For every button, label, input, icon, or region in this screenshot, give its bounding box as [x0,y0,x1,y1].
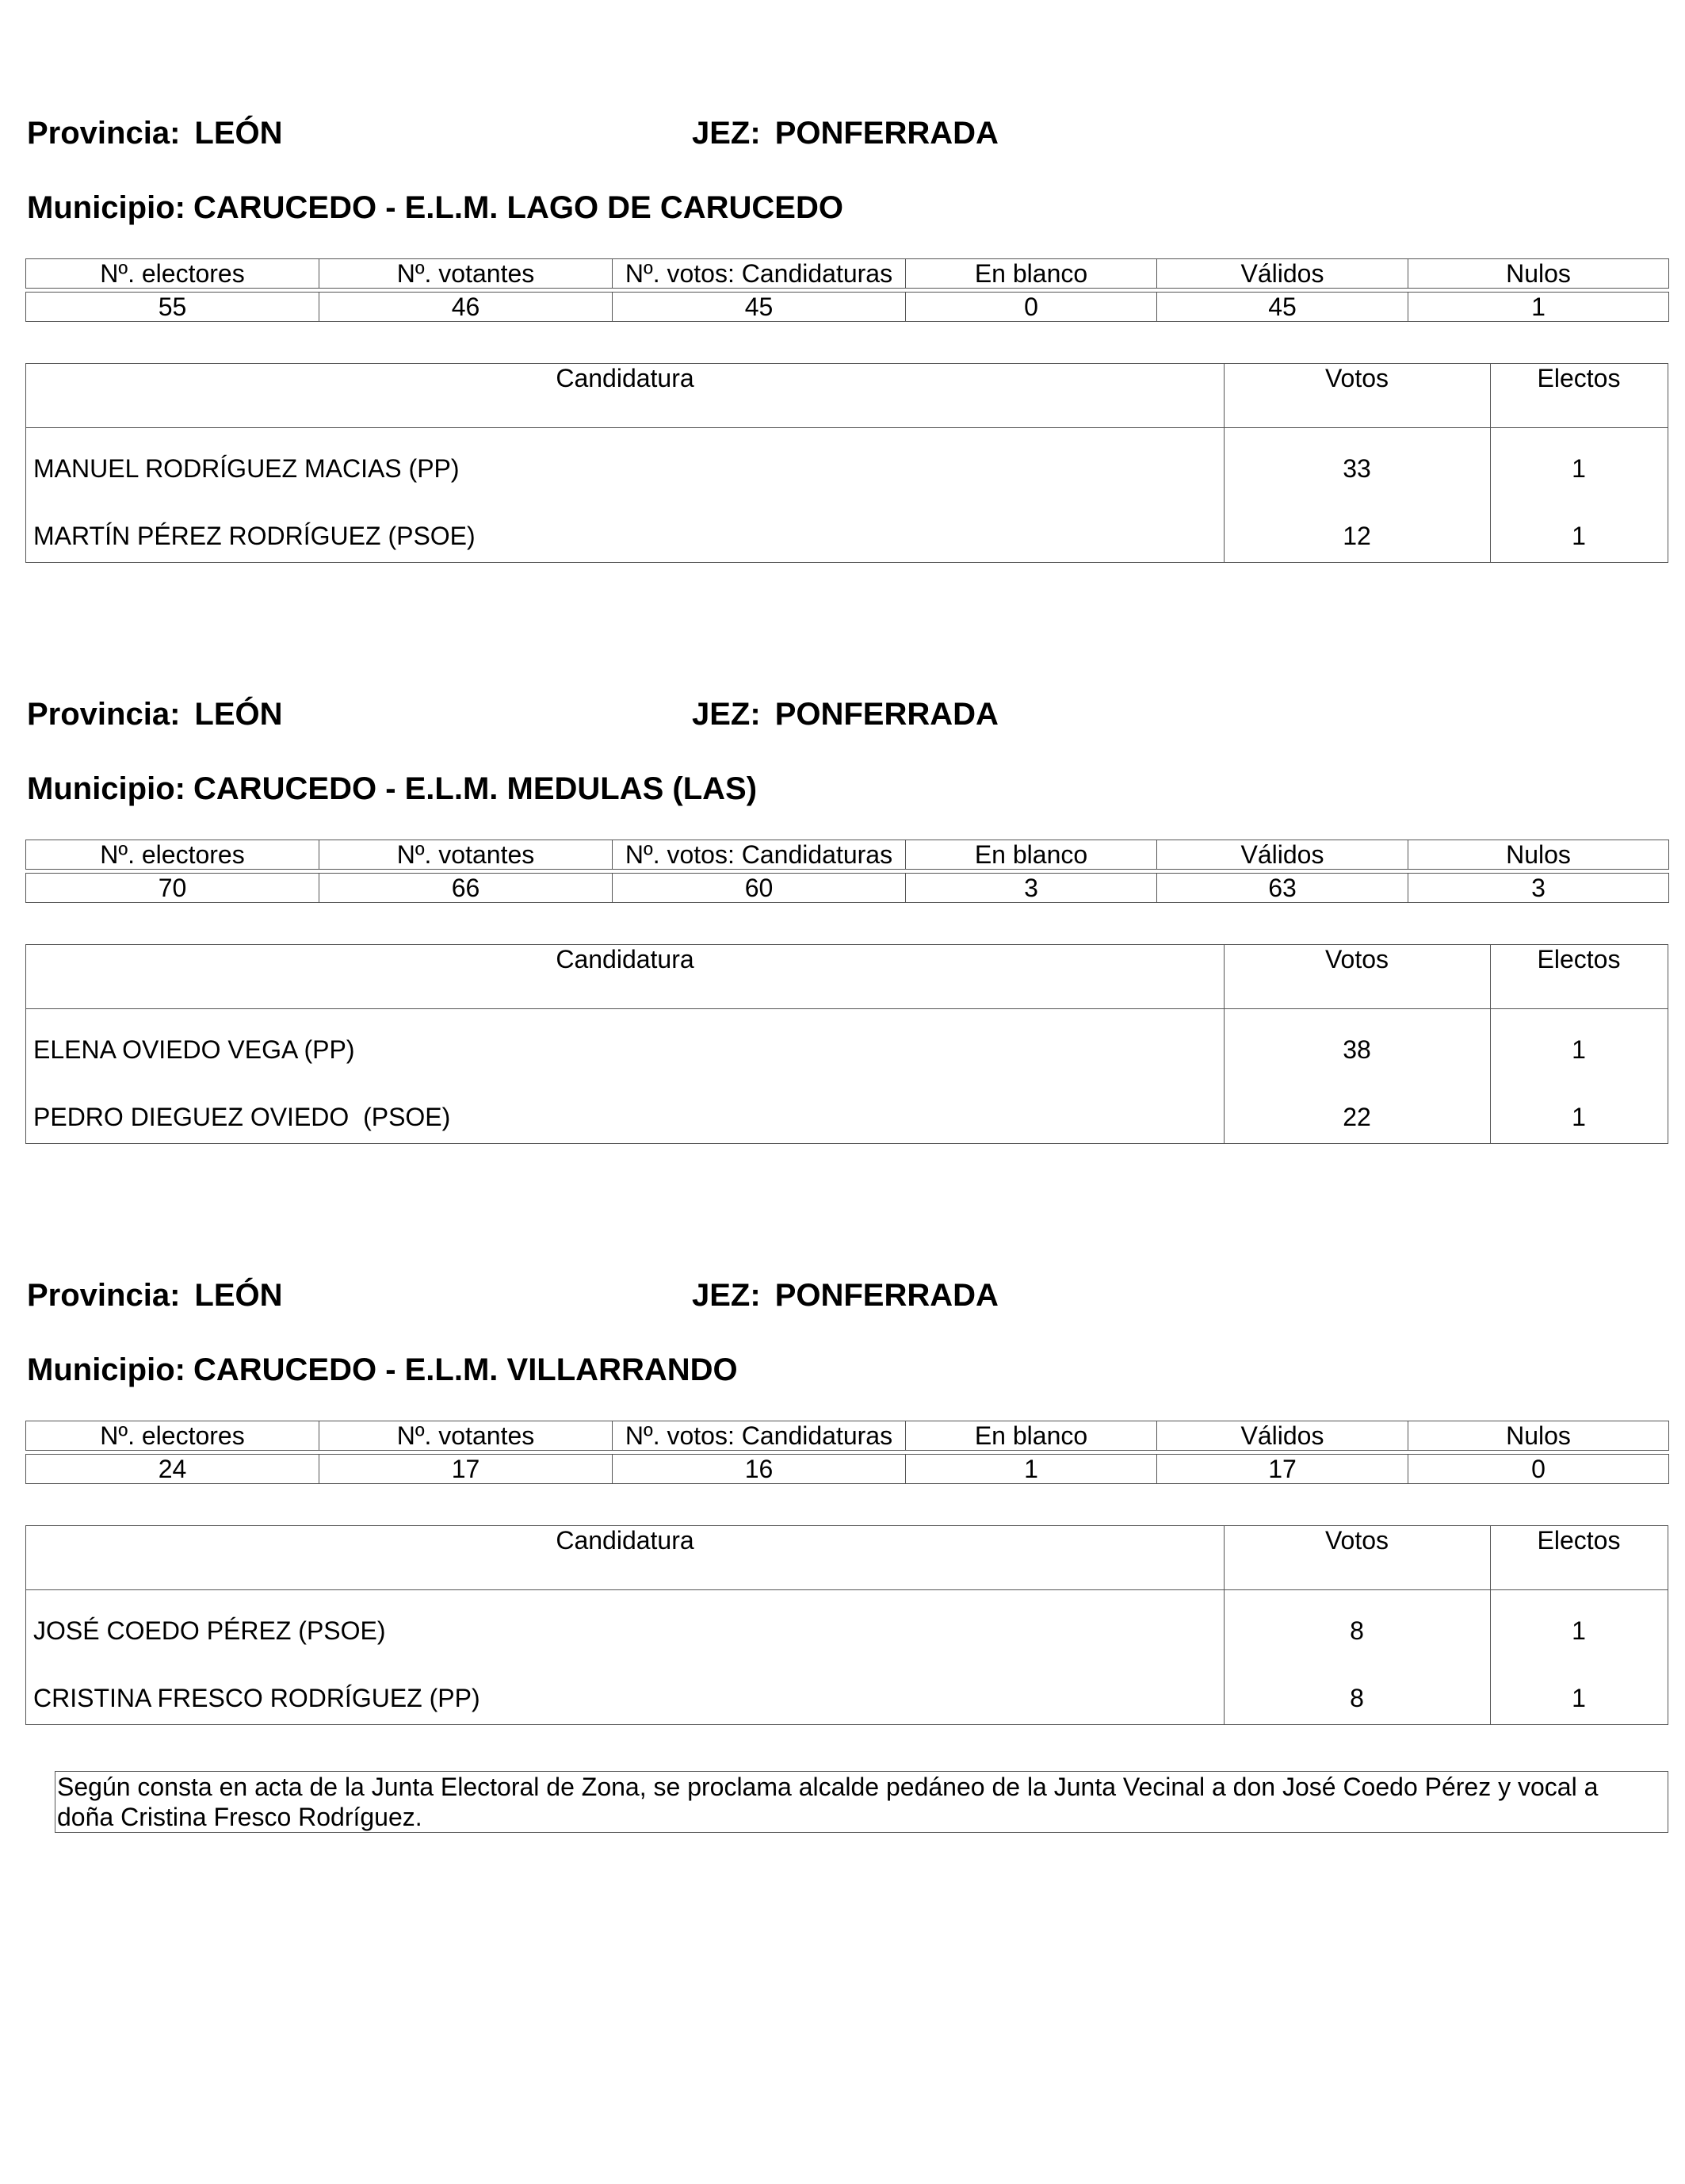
municipio-value: CARUCEDO - E.L.M. VILLARRANDO [193,1352,738,1387]
summary-header-row [26,1421,1669,1451]
summary-value-cell: 63 [1157,874,1408,903]
summary-header-cell: Nulos [1408,840,1669,870]
provincia-value: LEÓN [194,1278,283,1313]
candidate-name: MARTÍN PÉREZ RODRÍGUEZ (PSOE) [33,522,476,550]
candidatura-header: Candidatura [556,364,694,392]
votos-header: Votos [1324,945,1389,973]
candidate-row [26,1611,1668,1650]
municipio-label: Municipio: [27,190,185,225]
candidate-votos: 33 [1343,454,1371,483]
electos-header: Electos [1537,1526,1621,1555]
votos-header: Votos [1324,1526,1389,1555]
candidate-votos: 38 [1343,1035,1371,1064]
municipio-line [27,771,757,807]
candidate-row [26,1030,1668,1069]
results-section [0,1162,1685,1749]
candidate-name: MANUEL RODRÍGUEZ MACIAS (PP) [33,454,460,483]
provincia-line [27,1278,283,1314]
jez-value: PONFERRADA [774,697,999,732]
summary-header-row [26,840,1669,870]
summary-value-cell: 0 [906,293,1157,322]
jez-line [692,1278,999,1314]
candidate-name: JOSÉ COEDO PÉREZ (PSOE) [33,1616,386,1645]
candidates-table [25,944,1668,1144]
results-section [0,0,1685,587]
summary-value-row [26,874,1669,903]
candidate-electos: 1 [1572,454,1586,483]
jez-line [692,697,999,732]
jez-value: PONFERRADA [774,116,999,151]
provincia-label: Provincia: [27,116,181,151]
results-section [0,581,1685,1168]
summary-value-cell: 24 [26,1455,319,1484]
summary-value-cell: 46 [319,293,613,322]
proclamation-note: Según consta en acta de la Junta Electoral de Zona, se proclama alcalde pedáneo de la Junta Vecinal a don José Coedo Pérez y vocal a doña Cristina Fresco Rodríguez. [55,1771,1668,1833]
summary-header-cell: Nº. votantes [319,840,613,870]
municipio-value: CARUCEDO - E.L.M. LAGO DE CARUCEDO [193,190,843,225]
summary-header-cell: En blanco [906,1421,1157,1451]
jez-value: PONFERRADA [774,1278,999,1313]
summary-header-cell: Nulos [1408,1421,1669,1451]
summary-header-cell: Nulos [1408,259,1669,289]
candidatura-header: Candidatura [556,1526,694,1555]
summary-header-cell: Nº. votos: Candidaturas [613,1421,906,1451]
summary-header-cell: Nº. votantes [319,1421,613,1451]
provincia-line [27,116,283,151]
candidate-name: ELENA OVIEDO VEGA (PP) [33,1035,355,1064]
summary-value-cell: 0 [1408,1455,1669,1484]
summary-value-cell: 66 [319,874,613,903]
jez-label: JEZ: [692,1278,761,1313]
summary-value-row [26,1455,1669,1484]
municipio-value: CARUCEDO - E.L.M. MEDULAS (LAS) [193,771,758,806]
summary-value-cell: 45 [613,293,906,322]
candidate-row [26,1678,1668,1718]
candidate-electos: 1 [1572,1035,1586,1064]
summary-value-cell: 3 [906,874,1157,903]
candidate-votos: 22 [1343,1103,1371,1131]
summary-value-cell: 55 [26,293,319,322]
municipio-label: Municipio: [27,1352,185,1387]
summary-header-cell: Nº. electores [26,259,319,289]
candidate-votos: 8 [1350,1616,1364,1645]
summary-header-cell: Nº. electores [26,840,319,870]
summary-header-cell: Válidos [1157,259,1408,289]
municipio-line [27,190,843,226]
summary-value-cell: 3 [1408,874,1669,903]
votos-header: Votos [1324,364,1389,392]
candidate-electos: 1 [1572,522,1586,550]
candidate-votos: 8 [1350,1684,1364,1712]
candidate-row [26,1097,1668,1137]
electos-header: Electos [1537,945,1621,973]
summary-header-cell: Válidos [1157,1421,1408,1451]
candidate-name: CRISTINA FRESCO RODRÍGUEZ (PP) [33,1684,480,1712]
summary-header-cell: Nº. electores [26,1421,319,1451]
summary-table [25,840,1669,903]
candidates-table [25,363,1668,563]
summary-header-cell: Nº. votos: Candidaturas [613,259,906,289]
jez-label: JEZ: [692,116,761,151]
summary-table [25,258,1669,322]
summary-value-cell: 1 [906,1455,1157,1484]
municipio-label: Municipio: [27,771,185,806]
summary-value-cell: 45 [1157,293,1408,322]
provincia-value: LEÓN [194,116,283,151]
candidate-electos: 1 [1572,1684,1586,1712]
summary-value-row [26,293,1669,322]
jez-label: JEZ: [692,697,761,732]
summary-value-cell: 17 [1157,1455,1408,1484]
summary-header-row [26,259,1669,289]
jez-line [692,116,999,151]
candidate-electos: 1 [1572,1616,1586,1645]
summary-value-cell: 70 [26,874,319,903]
candidate-electos: 1 [1572,1103,1586,1131]
summary-header-cell: En blanco [906,840,1157,870]
candidate-row [26,449,1668,488]
candidates-table [25,1525,1668,1725]
summary-value-cell: 60 [613,874,906,903]
summary-header-cell: Nº. votos: Candidaturas [613,840,906,870]
candidate-votos: 12 [1343,522,1371,550]
electos-header: Electos [1537,364,1621,392]
summary-header-cell: Nº. votantes [319,259,613,289]
summary-header-cell: En blanco [906,259,1157,289]
candidate-name: PEDRO DIEGUEZ OVIEDO (PSOE) [33,1103,451,1131]
summary-value-cell: 17 [319,1455,613,1484]
municipio-line [27,1352,738,1388]
summary-header-cell: Válidos [1157,840,1408,870]
summary-value-cell: 16 [613,1455,906,1484]
summary-table [25,1421,1669,1484]
provincia-line [27,697,283,732]
provincia-value: LEÓN [194,697,283,732]
provincia-label: Provincia: [27,697,181,732]
summary-value-cell: 1 [1408,293,1669,322]
candidate-row [26,516,1668,556]
candidatura-header: Candidatura [556,945,694,973]
provincia-label: Provincia: [27,1278,181,1313]
